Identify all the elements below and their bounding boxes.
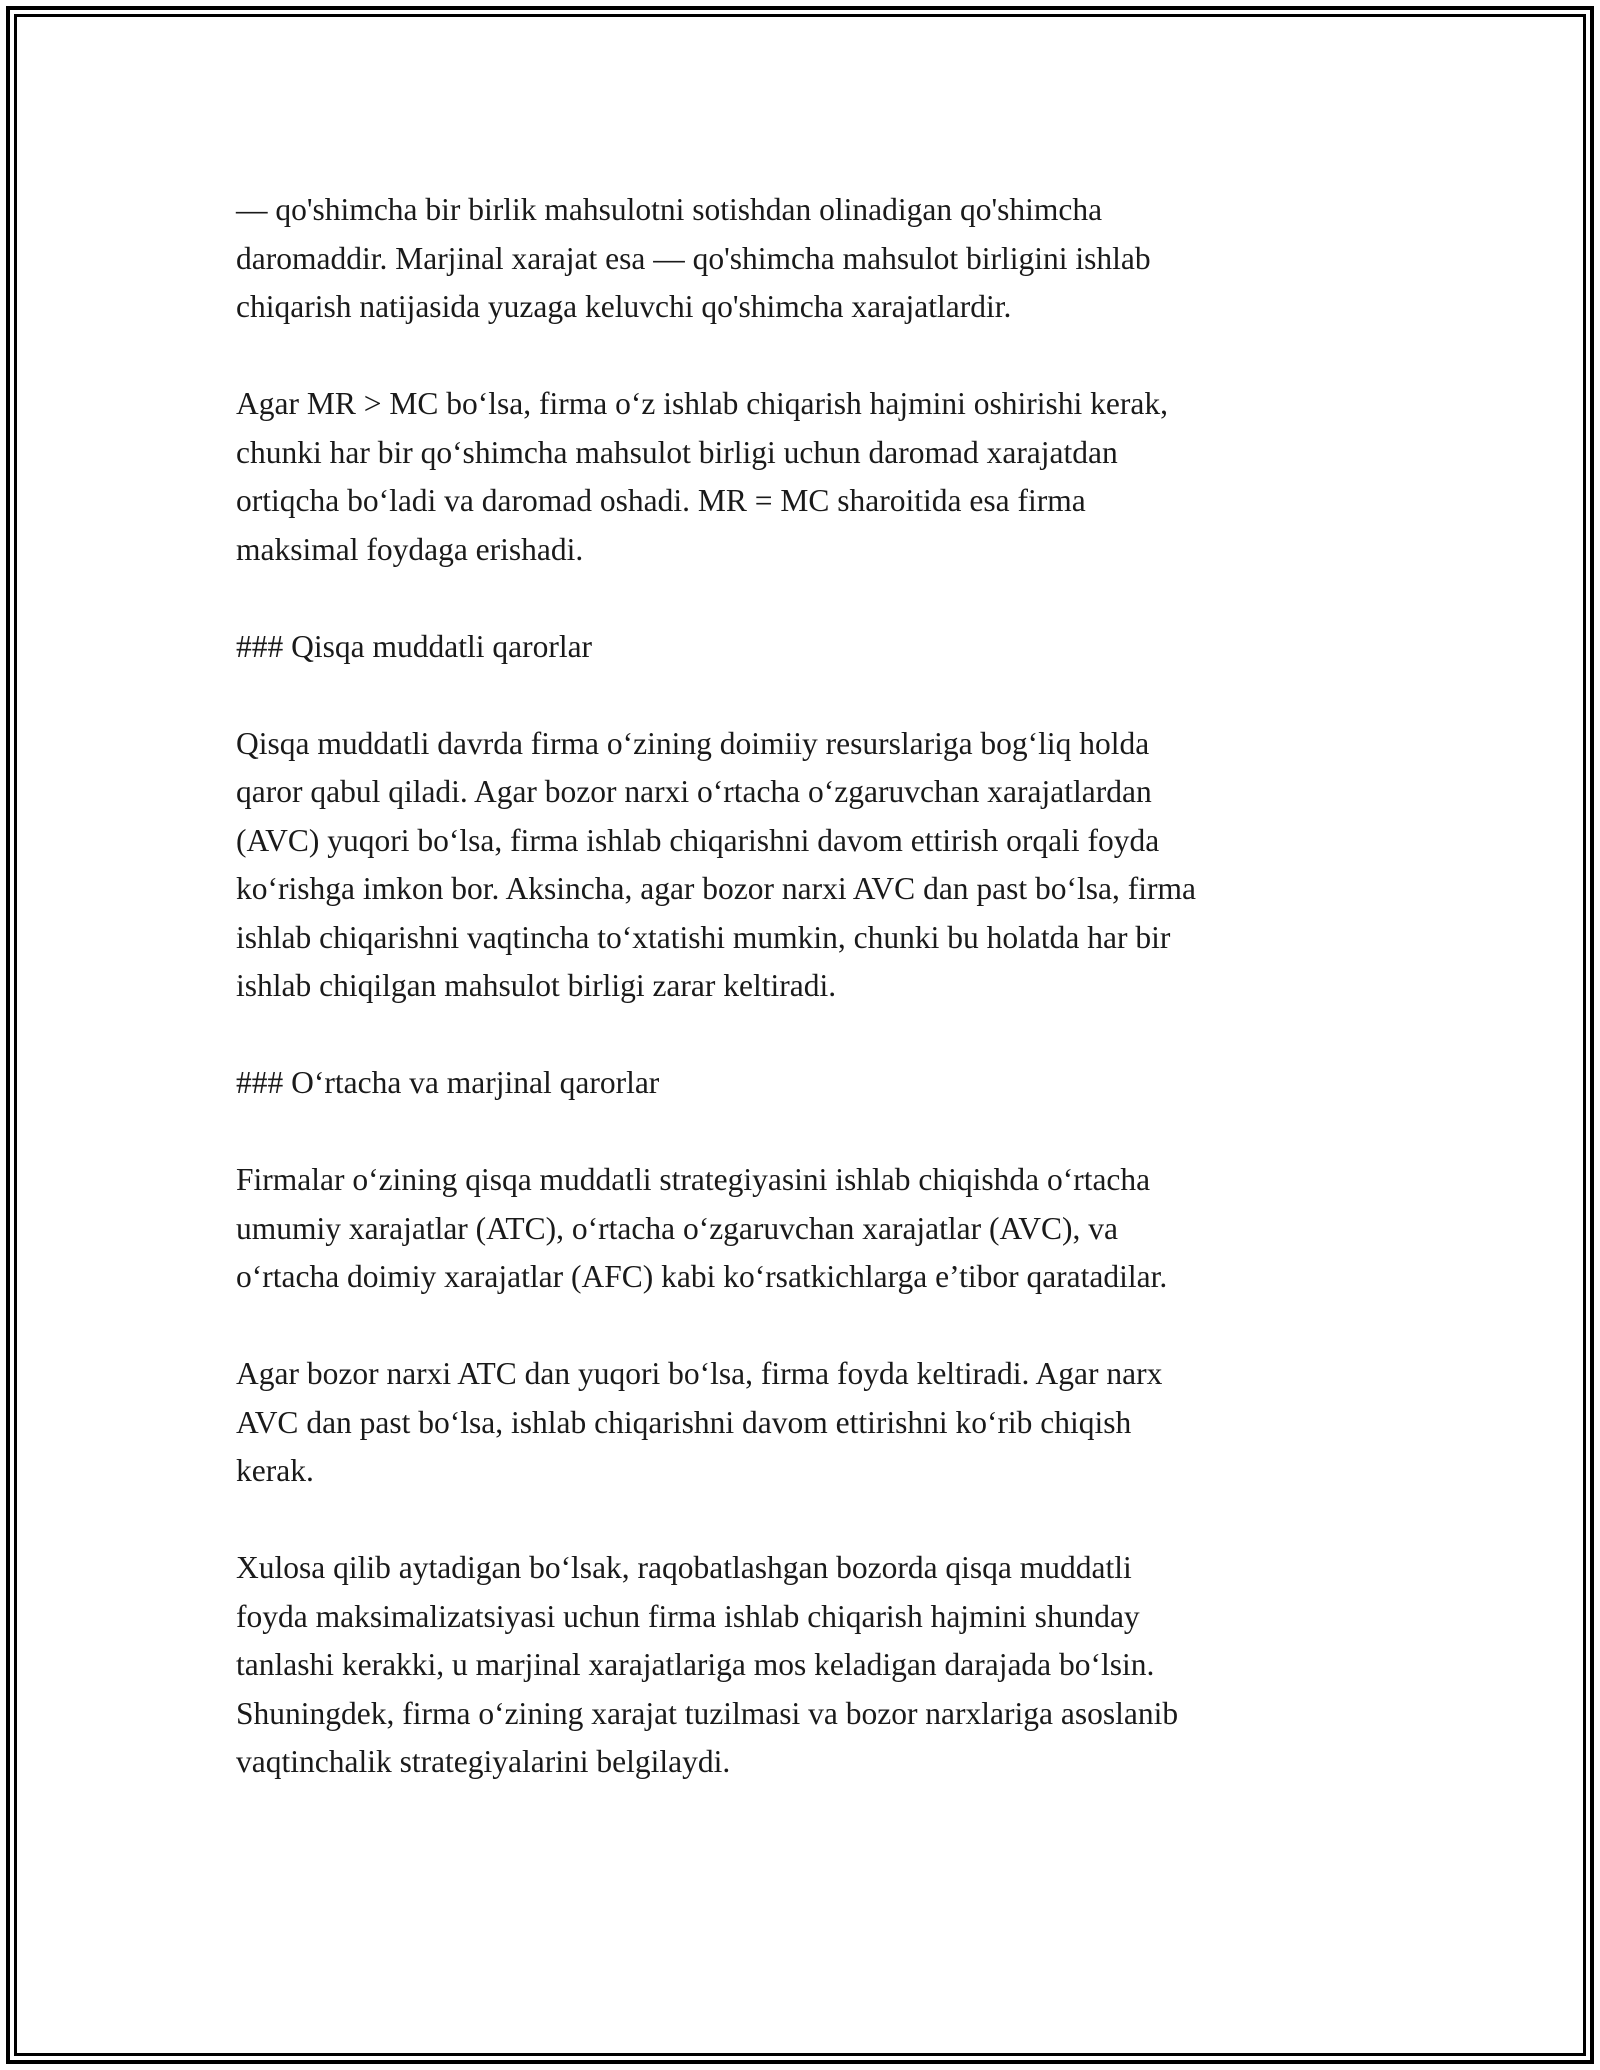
paragraph-marginal-revenue: — qo'shimcha bir birlik mahsulotni sotishdan olinadigan qo'shimcha daromaddir. Marjinal xarajat esa — qo'shimcha mahsulot birligini ishlab chiqarish natijasida yuzaga keluvchi qo'shimcha xarajatlardir. [236, 192, 1151, 324]
paragraph-conclusion: Xulosa qilib aytadigan bo‘lsak, raqobatlashgan bozorda qisqa muddatli foyda maksimalizatsiyasi uchun firma ishlab chiqarish hajmini shunday tanlashi kerakki, u marjinal xarajatlariga mos keladigan darajada bo‘lsin. Shuningdek, firma o‘zining xarajat tuzilmasi va bozor narxlariga asoslanib vaqtinchalik strategiyalarini belgilaydi. [236, 1550, 1179, 1779]
heading-average-marginal-decisions: ### O‘rtacha va marjinal qarorlar [236, 1065, 660, 1100]
paragraph-mr-mc-rule: Agar MR > MC bo‘lsa, firma o‘z ishlab chiqarish hajmini oshirishi kerak, chunki har bir qo‘shimcha mahsulot birligi uchun daromad xarajatdan ortiqcha bo‘ladi va daromad oshadi. MR = MC sharoitida esa firma maksimal foydaga erishadi. [236, 386, 1168, 567]
document-body [236, 186, 1386, 1835]
paragraph-average-costs: Firmalar o‘zining qisqa muddatli strategiyasini ishlab chiqishda o‘rtacha umumiy xarajatlar (ATC), o‘rtacha o‘zgaruvchan xarajatlar (AVC), va o‘rtacha doimiy xarajatlar (AFC) kabi ko‘rsatkichlarga e’tibor qaratadilar. [236, 1162, 1168, 1294]
paragraph-short-term-decisions: Qisqa muddatli davrda firma o‘zining doimiiy resurslariga bog‘liq holda qaror qabul qiladi. Agar bozor narxi o‘rtacha o‘zgaruvchan xarajatlardan (AVC) yuqori bo‘lsa, firma ishlab chiqarishni davom ettirish orqali foyda ko‘rishga imkon bor. Aksincha, agar bozor narxi AVC dan past bo‘lsa, firma ishlab chiqarishni vaqtincha to‘xtatishi mumkin, chunki bu holatda har bir ishlab chiqilgan mahsulot birligi zarar keltiradi. [236, 725, 1196, 1003]
heading-short-term-decisions: ### Qisqa muddatli qarorlar [236, 628, 593, 664]
paragraph-atc-avc-rule: Agar bozor narxi ATC dan yuqori bo‘lsa, firma foyda keltiradi. Agar narx AVC dan past bo‘lsa, ishlab chiqarishni davom ettirishni ko‘rib chiqish kerak. [236, 1356, 1163, 1488]
